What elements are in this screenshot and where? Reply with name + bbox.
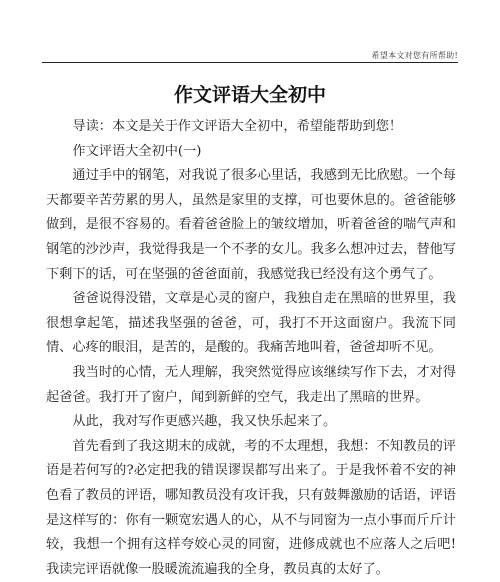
body-paragraph: 我当时的心情，无人理解，我突然觉得应该继续写作下去，才对得起爸爸。我打开了窗户，闻到新鲜的空气，我走出了黑暗的世界。: [46, 364, 456, 405]
section-heading: 作文评语大全初中(一): [72, 143, 202, 159]
body-paragraph: 首先看到了我这期末的成就，考的不太理想，我想：不知教员的评语是若何写的?必定把我的错误谬误都写出来了。于是我怀着不安的神色看了教员的评语，哪知教员没有攻讦我，只有鼓舞激励的话语，评语是这样写的：你有一颗宽宏遇人的心，从不与同窗为一点小事而斤斤计较，我想一个拥有这样夸姣心灵的同窗，进修成就也不应落人之后吧!我读完评语就像一股暖流流遍我的全身，教员真的太好了。: [46, 438, 456, 577]
body-paragraph: 从此，我对写作更感兴趣，我又快乐起来了。: [72, 414, 337, 430]
intro-paragraph: 导读：本文是关于作文评语大全初中，希望能帮助到您！: [72, 119, 403, 134]
body-paragraph: 通过手中的钢笔，对我说了很多心里话，我感到无比欣慰。一个每天都要辛苦劳累的男人，虽然是家里的支撑，可也要休息的。爸爸能够做到，是很不容易的。看着爸爸脸上的皱纹增加，听着爸爸的喘气声和钢笔的沙沙声，我觉得我是一个不孝的女儿。我多么想冲过去，替他写下剩下的话，可在坚强的爸爸面前，我感觉我已经没有这个勇气了。: [46, 168, 456, 282]
body-paragraph: 爸爸说得没错，文章是心灵的窗户，我独自走在黑暗的世界里，我很想拿起笔，描述我坚强的爸爸，可，我打不开这面窗户。我流下同情、心疼的眼泪，是苦的，是酸的。我痛苦地叫着，爸爸却听不见。: [46, 291, 456, 356]
header-note: 希望本文对您有所帮助!: [371, 51, 458, 60]
document-title: 作文评语大全初中: [173, 84, 326, 106]
header-divider: [42, 62, 458, 63]
document-body: [46, 115, 456, 582]
